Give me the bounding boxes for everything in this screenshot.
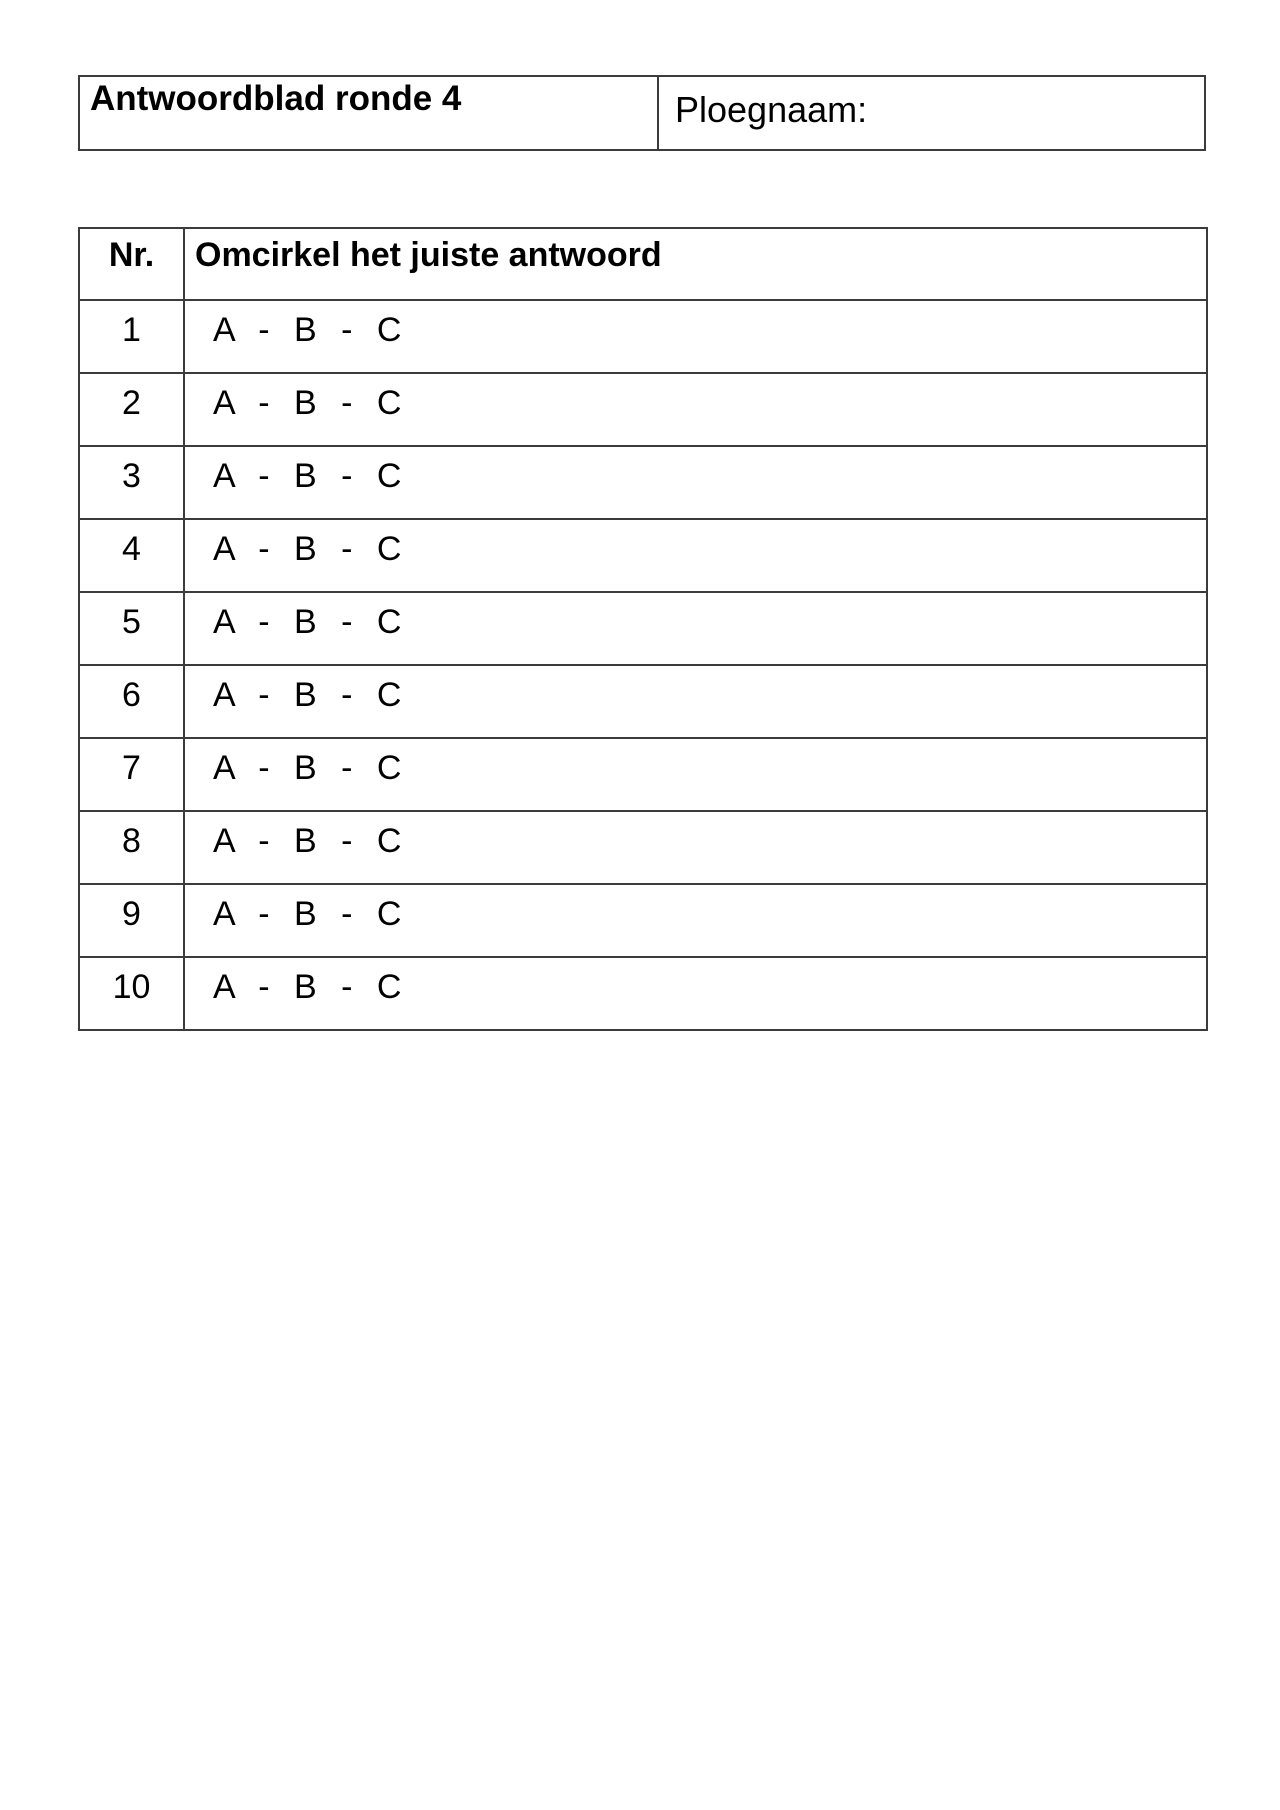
row-number: 10 [79, 957, 184, 1030]
column-header-answer: Omcirkel het juiste antwoord [184, 228, 1207, 300]
table-row [79, 957, 1207, 1030]
answers-table [78, 227, 1208, 1031]
table-row [79, 519, 1207, 592]
answer-options: A - B - C [184, 957, 1207, 1030]
answer-options: A - B - C [184, 665, 1207, 738]
answer-options: A - B - C [184, 884, 1207, 957]
table-row [79, 300, 1207, 373]
answer-options: A - B - C [184, 592, 1207, 665]
column-header-nr: Nr. [79, 228, 184, 300]
answer-options: A - B - C [184, 811, 1207, 884]
answer-options: A - B - C [184, 738, 1207, 811]
answers-header-row [79, 228, 1207, 300]
table-row [79, 592, 1207, 665]
row-number: 6 [79, 665, 184, 738]
answer-options: A - B - C [184, 300, 1207, 373]
answer-options: A - B - C [184, 373, 1207, 446]
row-number: 9 [79, 884, 184, 957]
table-row [79, 884, 1207, 957]
table-row [79, 373, 1207, 446]
header-table-row [79, 76, 1205, 150]
row-number: 1 [79, 300, 184, 373]
row-number: 7 [79, 738, 184, 811]
row-number: 4 [79, 519, 184, 592]
header-table [78, 75, 1206, 151]
row-number: 8 [79, 811, 184, 884]
team-name-label: Ploegnaam: [658, 76, 1205, 150]
row-number: 5 [79, 592, 184, 665]
table-row [79, 811, 1207, 884]
answer-options: A - B - C [184, 446, 1207, 519]
table-row [79, 738, 1207, 811]
row-number: 3 [79, 446, 184, 519]
answer-options: A - B - C [184, 519, 1207, 592]
table-row [79, 665, 1207, 738]
row-number: 2 [79, 373, 184, 446]
table-row [79, 446, 1207, 519]
answer-sheet-title: Antwoordblad ronde 4 [79, 76, 658, 150]
